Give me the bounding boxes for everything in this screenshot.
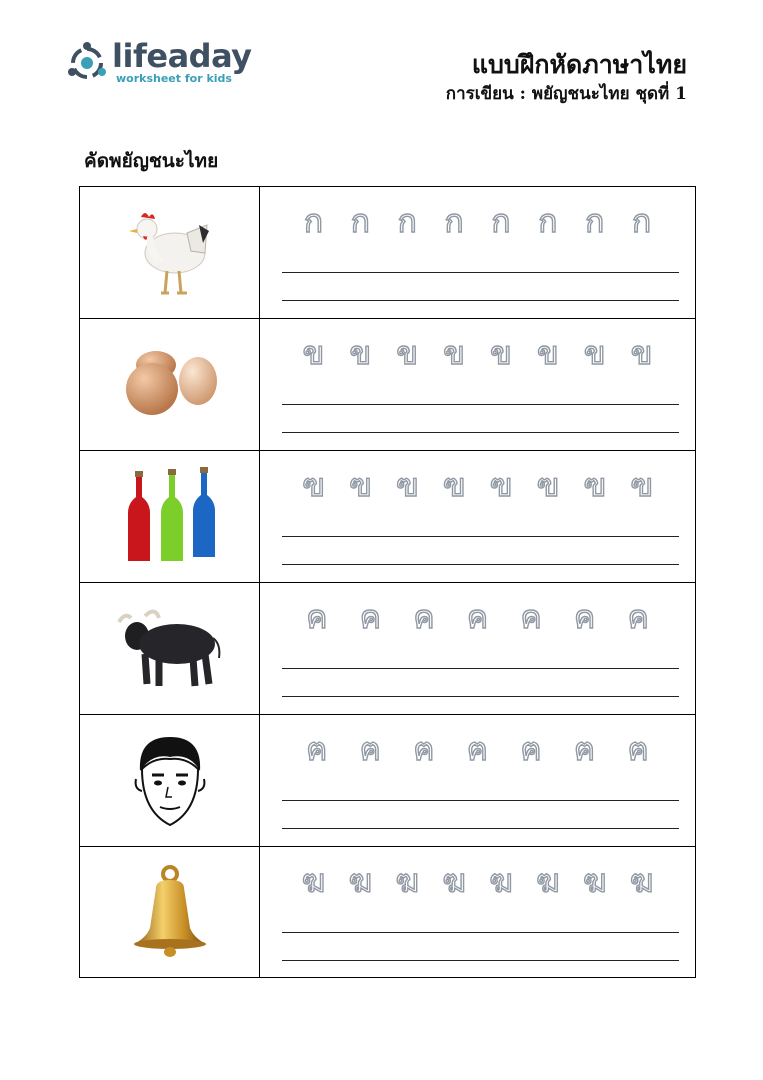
tracing-letter: ฃ bbox=[442, 466, 466, 504]
writing-area[interactable] bbox=[260, 583, 695, 714]
tracing-letter: ฃ bbox=[630, 466, 653, 504]
tracing-letter: ก bbox=[444, 202, 464, 240]
header bbox=[446, 50, 687, 106]
tracing-letter: ก bbox=[538, 202, 558, 240]
tracing-letter: ก bbox=[397, 202, 417, 240]
tracing-letter: ฃ bbox=[395, 466, 419, 504]
tracing-letter: ก bbox=[350, 202, 370, 240]
bottles-icon bbox=[120, 467, 220, 567]
tracing-letter: ฆ bbox=[489, 862, 513, 900]
tracing-letter: ฆ bbox=[348, 862, 373, 900]
tracing-letter: ฅ bbox=[306, 730, 328, 768]
tracing-letter: ฆ bbox=[629, 862, 654, 900]
tracing-letter: ค bbox=[359, 598, 382, 636]
section-title: คัดพยัญชนะไทย bbox=[84, 150, 219, 172]
practice-row bbox=[80, 847, 695, 977]
tracing-letter: ข bbox=[490, 334, 512, 372]
writing-line bbox=[282, 404, 679, 405]
tracing-letter: ฅ bbox=[413, 730, 435, 768]
logo-tagline: worksheet for kids bbox=[116, 72, 232, 85]
writing-line bbox=[282, 564, 679, 565]
writing-line bbox=[282, 300, 679, 301]
tracing-letter: ฆ bbox=[535, 862, 560, 900]
page-title: แบบฝึกหัดภาษาไทย bbox=[471, 50, 687, 79]
writing-line bbox=[282, 800, 679, 801]
writing-line bbox=[282, 828, 679, 829]
tracing-letter: ฃ bbox=[348, 466, 372, 504]
tracing-letter: ฅ bbox=[573, 730, 596, 768]
logo-name: lifeaday bbox=[112, 37, 252, 75]
picture-cell bbox=[80, 583, 260, 714]
tracing-letters bbox=[290, 333, 665, 373]
practice-table bbox=[79, 186, 696, 978]
tracing-letter: ฆ bbox=[301, 862, 326, 900]
tracing-letter: ค bbox=[306, 598, 328, 636]
logo bbox=[64, 38, 254, 90]
picture-cell bbox=[80, 847, 260, 977]
tracing-letter: ฅ bbox=[520, 730, 542, 768]
writing-area[interactable] bbox=[260, 847, 695, 977]
writing-line bbox=[282, 960, 679, 961]
writing-line bbox=[282, 696, 679, 697]
practice-row bbox=[80, 451, 695, 583]
writing-line bbox=[282, 432, 679, 433]
practice-row bbox=[80, 583, 695, 715]
eggs-icon bbox=[120, 345, 220, 425]
tracing-letter: ฃ bbox=[489, 466, 513, 504]
picture-cell bbox=[80, 451, 260, 582]
tracing-letters bbox=[290, 861, 665, 901]
tracing-letter: ก bbox=[585, 202, 605, 240]
tracing-letter: ค bbox=[466, 598, 489, 636]
picture-cell bbox=[80, 187, 260, 318]
tracing-letter: ข bbox=[583, 334, 606, 372]
writing-area[interactable] bbox=[260, 319, 695, 450]
writing-area[interactable] bbox=[260, 187, 695, 318]
tracing-letter: ข bbox=[536, 334, 559, 372]
tracing-letter: ข bbox=[630, 334, 653, 372]
writing-line bbox=[282, 536, 679, 537]
practice-row bbox=[80, 319, 695, 451]
tracing-letter: ค bbox=[627, 598, 649, 636]
tracing-letter: ค bbox=[573, 598, 596, 636]
chicken-icon bbox=[125, 203, 215, 303]
tracing-letter: ฆ bbox=[582, 862, 607, 900]
tracing-letter: ก bbox=[303, 202, 324, 240]
picture-cell bbox=[80, 319, 260, 450]
tracing-letter: ข bbox=[302, 334, 325, 372]
buffalo-icon bbox=[115, 604, 225, 694]
tracing-letter: ก bbox=[491, 202, 511, 240]
tracing-letters bbox=[290, 465, 665, 505]
tracing-letter: ค bbox=[413, 598, 435, 636]
tracing-letters bbox=[290, 729, 665, 769]
tracing-letter: ข bbox=[396, 334, 419, 372]
tracing-letters bbox=[290, 201, 665, 241]
writing-line bbox=[282, 272, 679, 273]
tracing-letter: ฆ bbox=[395, 862, 420, 900]
tracing-letters bbox=[290, 597, 665, 637]
tracing-letter: ข bbox=[443, 334, 465, 372]
writing-area[interactable] bbox=[260, 715, 695, 846]
practice-row bbox=[80, 715, 695, 847]
lifeaday-logo-icon bbox=[64, 40, 110, 86]
tracing-letter: ก bbox=[631, 202, 652, 240]
practice-row bbox=[80, 187, 695, 319]
writing-line bbox=[282, 668, 679, 669]
tracing-letter: ฃ bbox=[536, 466, 560, 504]
tracing-letter: ฆ bbox=[442, 862, 466, 900]
writing-area[interactable] bbox=[260, 451, 695, 582]
writing-line bbox=[282, 932, 679, 933]
tracing-letter: ค bbox=[520, 598, 542, 636]
tracing-letter: ฃ bbox=[583, 466, 607, 504]
page-subtitle: การเขียน : พยัญชนะไทย ชุดที่ 1 bbox=[445, 84, 687, 104]
tracing-letter: ข bbox=[349, 334, 372, 372]
picture-cell bbox=[80, 715, 260, 846]
tracing-letter: ฃ bbox=[302, 466, 325, 504]
bell-icon bbox=[130, 864, 210, 960]
tracing-letter: ฅ bbox=[359, 730, 382, 768]
tracing-letter: ฅ bbox=[466, 730, 489, 768]
tracing-letter: ฅ bbox=[627, 730, 649, 768]
person-icon bbox=[130, 731, 210, 831]
